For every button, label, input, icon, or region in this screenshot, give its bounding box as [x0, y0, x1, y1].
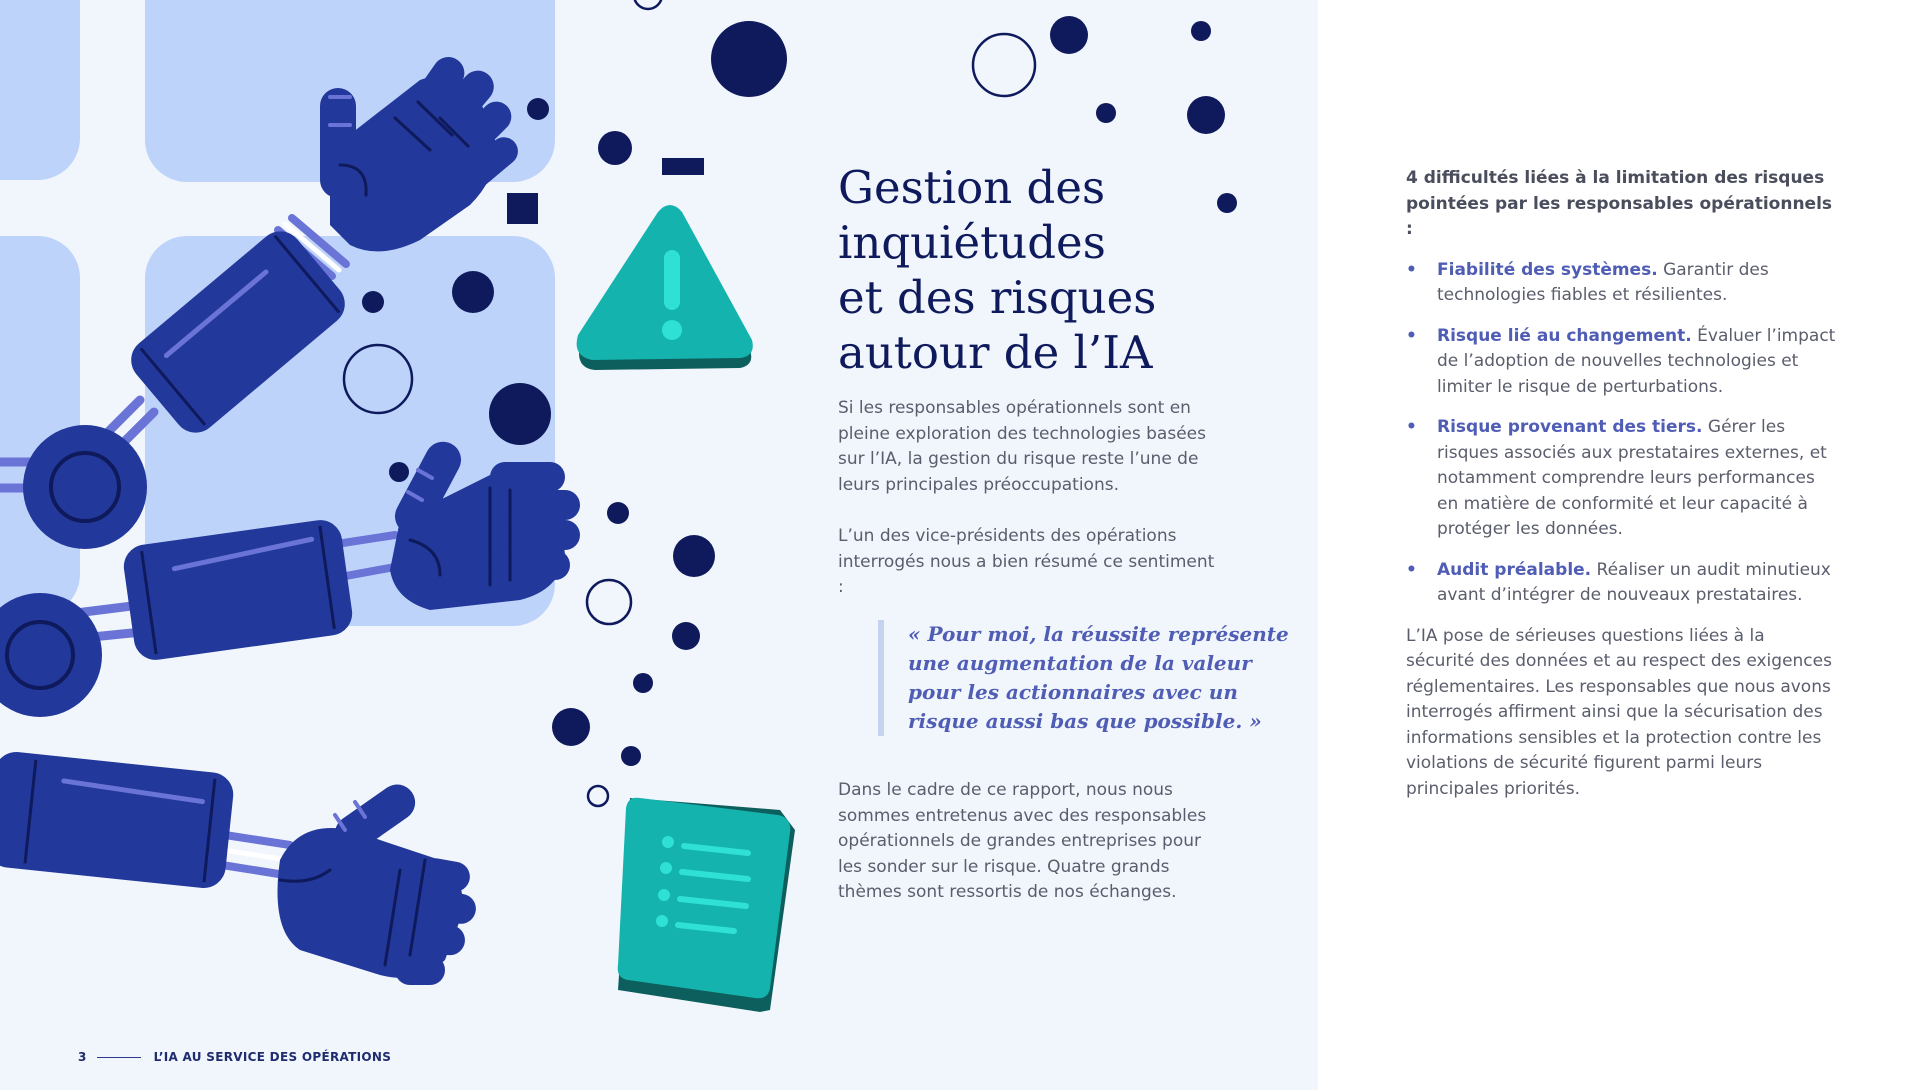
page-number: 3 [78, 1050, 87, 1064]
intro-paragraph [838, 396, 1218, 498]
risk-description: Réaliser un audit minutieux avant d’intégrer de nouveaux prestataires. [1437, 559, 1831, 605]
risk-list [1406, 258, 1836, 609]
pull-quote: « Pour moi, la réussite représente une augmentation de la valeur pour les actionnaires avec un risque aussi bas que possible. » [878, 620, 1298, 736]
risk-term: Fiabilité des systèmes. [1437, 259, 1658, 280]
bullet-icon: • [1406, 259, 1417, 280]
risk-description: Gérer les risques associés aux prestataires externes, et notamment comprendre leurs performances en matière de conformité et leur capacité à protéger les données. [1437, 417, 1827, 539]
paragraph: Si les responsables opérationnels sont en pleine exploration des technologies basées sur l’IA, la gestion du risque reste l’une de leurs principales préoccupations. [838, 398, 1206, 495]
title-line: Gestion des [838, 161, 1106, 214]
list-item [1406, 415, 1836, 543]
footer-rule [97, 1057, 141, 1058]
risk-term: Audit préalable. [1437, 559, 1592, 580]
paragraph: L’un des vice-présidents des opérations interrogés nous a bien résumé ce sentiment : [838, 526, 1215, 598]
bullet-icon: • [1406, 325, 1417, 346]
closing-paragraph: L’IA pose de sérieuses questions liées à la sécurité des données et au respect des exigences réglementaires. Les responsables que nous avons interrogés affirment ainsi que la sécurisation des informations sensibles et la protection contre les violations de sécurité figurent parmi leurs principales priorités. [1406, 625, 1832, 799]
risk-term: Risque lié au changement. [1437, 325, 1692, 346]
title-line: et des risques [838, 271, 1157, 324]
lead-in-paragraph [838, 524, 1218, 601]
sidebar-intro: 4 difficultés liées à la limitation des risques pointées par les responsables opérationnels : [1406, 168, 1833, 239]
risk-term: Risque provenant des tiers. [1437, 417, 1703, 437]
list-item [1406, 324, 1836, 401]
risk-description: Évaluer l’impact de l’adoption de nouvelles technologies et limiter le risque de perturbations. [1437, 325, 1836, 397]
checklist-book-icon [618, 798, 795, 1012]
list-item [1406, 558, 1836, 609]
risk-sidebar [1406, 166, 1836, 802]
method-paragraph [838, 778, 1218, 906]
bullet-icon: • [1406, 417, 1417, 437]
risk-description: Garantir des technologies fiables et résilientes. [1437, 259, 1769, 305]
title-line: inquiétudes [838, 216, 1106, 269]
robot-arm-bottom [0, 750, 478, 985]
paragraph: Dans le cadre de ce rapport, nous nous sommes entretenus avec des responsables opérationnels de grandes entreprises pour les sonder sur le risque. Quatre grands thèmes sont ressortis de nos échanges. [838, 780, 1207, 903]
list-item [1406, 258, 1836, 309]
page-footer [78, 1049, 391, 1065]
title-line: autour de l’IA [838, 326, 1153, 379]
bullet-icon: • [1406, 559, 1417, 580]
section-title: L’IA AU SERVICE DES OPÉRATIONS [153, 1050, 392, 1064]
warning-triangle-icon [577, 205, 753, 370]
page-title [838, 160, 1238, 380]
